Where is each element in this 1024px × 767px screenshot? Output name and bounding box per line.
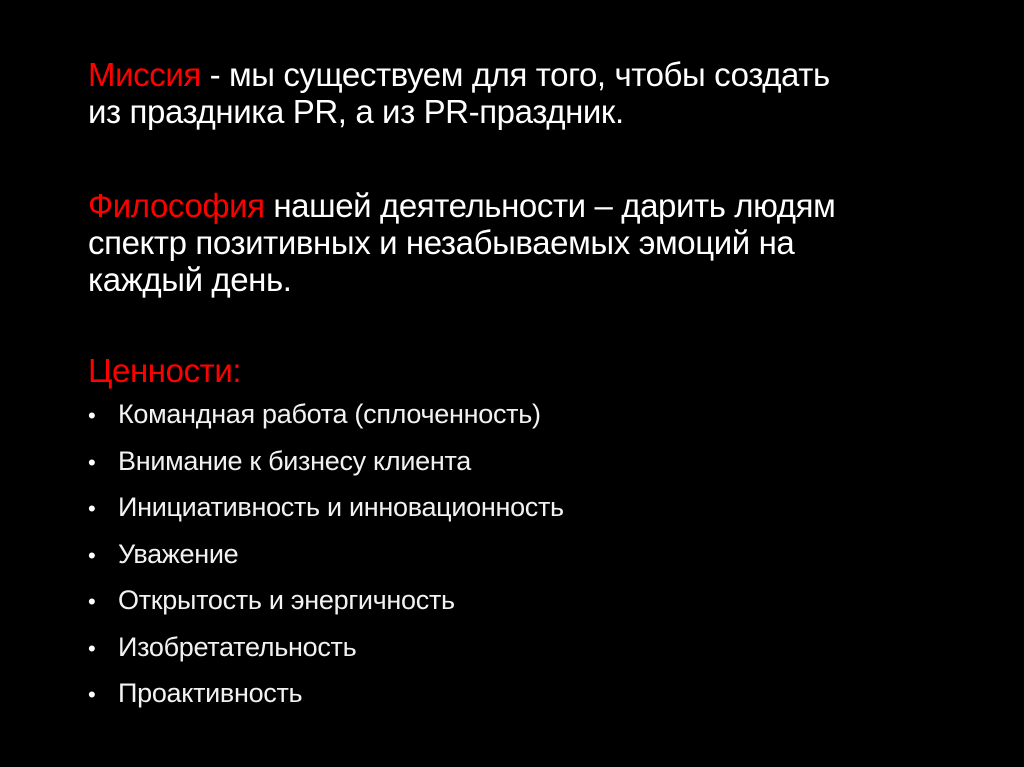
value-item-label: Командная работа (сплоченность) [118, 399, 541, 429]
value-item-label: Уважение [118, 538, 239, 569]
value-item-label: Изобретательность [118, 631, 357, 662]
philosophy-paragraph [88, 187, 954, 298]
list-item [88, 671, 954, 718]
philosophy-line-3: каждый день. [88, 261, 292, 298]
value-item-label: Инициативность и инновационность [118, 492, 564, 522]
list-item [88, 392, 954, 439]
bullet-icon: • [88, 682, 96, 707]
list-item [88, 439, 954, 486]
philosophy-label: Философия [88, 187, 265, 224]
list-item [88, 532, 954, 579]
bullet-icon: • [88, 542, 96, 568]
value-item-label: Открытость и энергичность [118, 585, 455, 615]
list-item [88, 625, 954, 672]
list-item [88, 578, 954, 625]
bullet-icon: • [88, 589, 96, 614]
values-list [88, 392, 954, 718]
mission-paragraph [88, 56, 954, 130]
mission-line-1: - мы существуем для того, чтобы создать [200, 56, 830, 93]
bullet-icon: • [88, 635, 96, 661]
value-item-label: Проактивность [118, 678, 303, 708]
list-item [88, 485, 954, 532]
bullet-icon: • [88, 496, 96, 521]
bullet-icon: • [88, 449, 96, 475]
bullet-icon: • [88, 403, 96, 428]
value-item-label: Внимание к бизнесу клиента [118, 445, 471, 476]
values-heading: Ценности: [88, 352, 242, 389]
mission-label: Миссия [88, 56, 201, 93]
philosophy-line-2: спектр позитивных и незабываемых эмоций на [88, 224, 795, 261]
philosophy-line-1: нашей деятельности – дарить людям [264, 187, 836, 224]
mission-line-2: из праздника PR, а из PR-праздник. [88, 93, 624, 130]
